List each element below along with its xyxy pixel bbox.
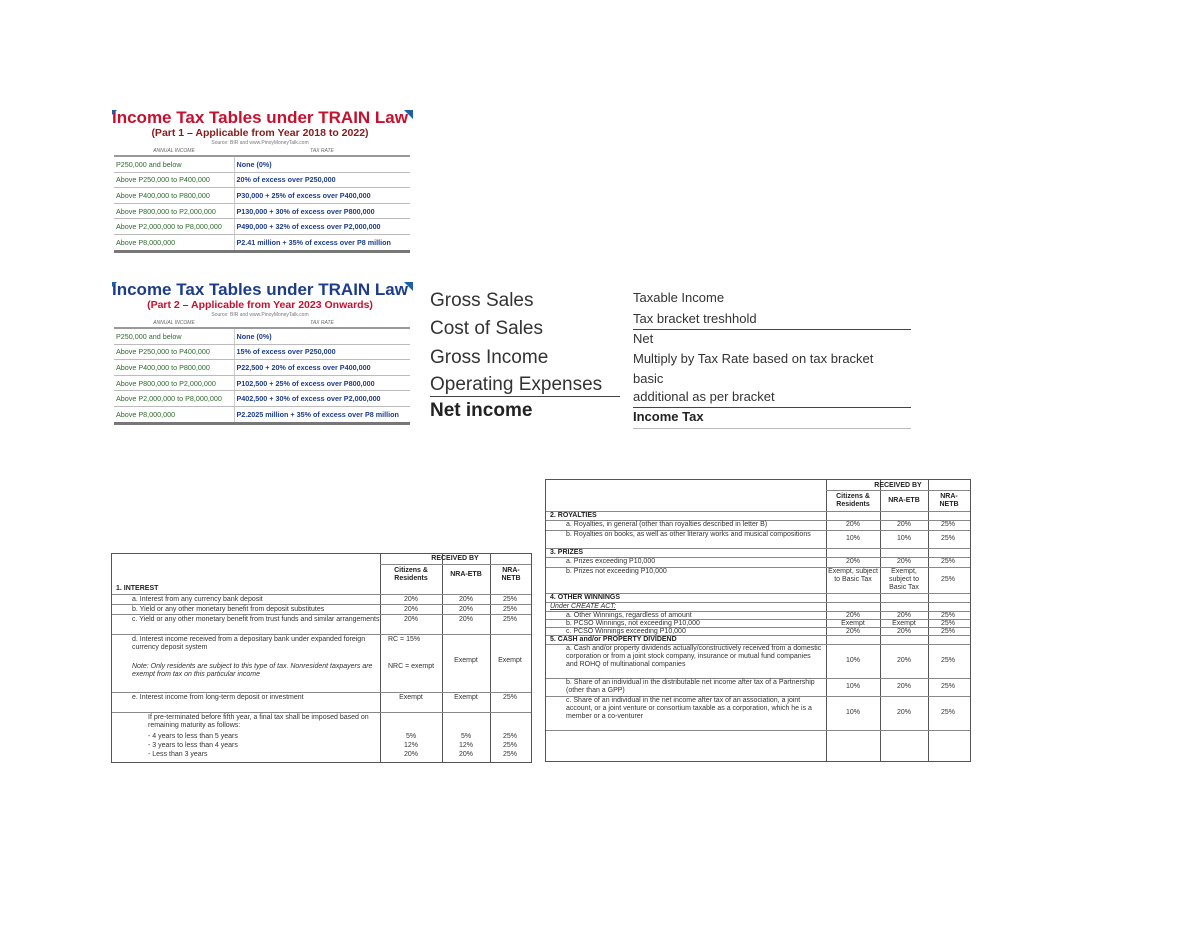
net-step: Net [633, 331, 654, 346]
interest-item-label: Note: Only residents are subject to this type of tax. Nonresident taxpayers are exempt from tax on this particular income [132, 663, 373, 678]
nra-etb-value: Exempt, subject to Basic Tax [889, 568, 919, 591]
nra-etb-value: 10% [896, 535, 911, 542]
additional-step: additional as per bracket [633, 389, 775, 404]
interest-item-label: - 4 years to less than 5 years [148, 733, 238, 740]
interest-item-label: a. Interest from any currency bank deposit [132, 596, 263, 603]
net-income-rule [430, 396, 620, 397]
nra-etb-value: 20% [458, 596, 473, 603]
annual-income-cell: Above P250,000 to P400,000 [114, 344, 234, 360]
nra-netb-value: 25% [940, 628, 955, 635]
col-nra-netb: NRA-NETB [501, 567, 521, 582]
citizens-value: 20% [845, 612, 860, 619]
item-label: c. PCSO Winnings exceeding P10,000 [566, 628, 686, 635]
col-tax-rate: TAX RATE [234, 147, 410, 156]
multiply-rate-step: Multiply by Tax Rate based on tax bracket [633, 351, 874, 366]
cost-of-sales-label: Cost of Sales [430, 318, 543, 339]
nra-netb-value: 25% [502, 606, 517, 613]
passive-income-tax-table [545, 479, 971, 762]
tax-bracket-row [114, 406, 410, 423]
train1-source: Source: BIR and www.PinoyMoneyTalk.com [211, 140, 309, 146]
net-income-label: Net income [430, 400, 533, 421]
col-nra-netb: NRA-NETB [939, 493, 959, 508]
train1-subtitle: (Part 1 – Applicable from Year 2018 to 2022) [151, 127, 369, 139]
train1-title: Income Tax Tables under TRAIN Law [112, 108, 408, 127]
citizens-value: 20% [403, 616, 418, 623]
citizens-value: 10% [845, 535, 860, 542]
nra-netb-value: 25% [502, 742, 517, 749]
train-table-part1 [110, 108, 410, 253]
nra-etb-value: 20% [896, 521, 911, 528]
col-nra-etb: NRA-ETB [450, 571, 482, 578]
nra-netb-value: 25% [502, 596, 517, 603]
tax-bracket-row [114, 391, 410, 407]
annual-income-cell: Above P400,000 to P800,000 [114, 188, 234, 204]
section-royalties: 2. ROYALTIES [550, 512, 597, 519]
tax-bracket-row [114, 219, 410, 235]
tax-bracket-row [114, 234, 410, 251]
citizens-value: RC = 15% [388, 636, 421, 643]
nra-etb-value: Exempt [892, 620, 916, 627]
tax-rate-cell: P490,000 + 32% of excess over P2,000,000 [234, 219, 410, 235]
citizens-value: 20% [845, 628, 860, 635]
tax-bracket-row [114, 188, 410, 204]
tax-bracket-row [114, 360, 410, 376]
nra-etb-value: 20% [896, 612, 911, 619]
received-by-header: RECEIVED BY [874, 482, 922, 489]
bracket-rule [633, 329, 911, 330]
tax-bracket-row [114, 172, 410, 188]
nra-etb-value: 20% [896, 657, 911, 664]
annual-income-cell: Above P400,000 to P800,000 [114, 360, 234, 376]
tax-rate-cell: P2.2025 million + 35% of excess over P8 million [234, 406, 410, 423]
nra-etb-value: 20% [896, 709, 911, 716]
nra-etb-value: 12% [458, 742, 473, 749]
interest-item-label: d. Interest income received from a depositary bank under expanded foreign currency deposit system [132, 636, 366, 651]
citizens-value: 20% [845, 521, 860, 528]
income-tax-bottom-rule [633, 428, 911, 429]
nra-etb-value: 20% [458, 606, 473, 613]
interest-item-label: - 3 years to less than 4 years [148, 742, 238, 749]
row-rule [112, 604, 531, 605]
received-by-header: RECEIVED BY [431, 555, 479, 562]
nra-netb-value: 25% [502, 694, 517, 701]
annual-income-cell: Above P800,000 to P2,000,000 [114, 375, 234, 391]
operating-expenses-label: Operating Expenses [430, 374, 603, 395]
nra-netb-value: 25% [940, 535, 955, 542]
citizens-value: 10% [845, 709, 860, 716]
income-tax-step: Income Tax [633, 409, 704, 424]
tax-rate-cell: 20% of excess over P250,000 [234, 172, 410, 188]
train2-table [114, 319, 410, 425]
tax-rate-cell: P402,500 + 30% of excess over P2,000,000 [234, 391, 410, 407]
income-tax-rule [633, 407, 911, 408]
citizens-value: 20% [845, 558, 860, 565]
col-nra-etb: NRA-ETB [888, 497, 920, 504]
nra-netb-value: 25% [940, 612, 955, 619]
row-rule [112, 634, 531, 635]
interest-item-label: - Less than 3 years [148, 751, 208, 758]
item-label: b. PCSO Winnings, not exceeding P10,000 [566, 620, 700, 627]
tax-bracket-row [114, 328, 410, 344]
item-label: b. Royalties on books, as well as other literary works and musical compositions [566, 531, 811, 538]
interest-item-label: c. Yield or any other monetary benefit from trust funds and similar arrangements [132, 616, 380, 623]
nra-etb-value: Exempt [454, 657, 478, 664]
nra-netb-value: 25% [940, 657, 955, 664]
section-interest: 1. INTEREST [116, 585, 159, 592]
tax-rate-cell: None (0%) [234, 328, 410, 344]
section-prizes: 3. PRIZES [550, 549, 584, 556]
under-create-act-label: Under CREATE ACT: [550, 603, 616, 610]
nra-netb-value: 25% [940, 558, 955, 565]
citizens-value: NRC = exempt [388, 663, 435, 670]
nra-etb-value: 20% [896, 558, 911, 565]
annual-income-cell: P250,000 and below [114, 156, 234, 172]
col-tax-rate: TAX RATE [234, 319, 410, 328]
interest-item-label: If pre-terminated before fifth year, a final tax shall be imposed based on remaining maturity as follows: [148, 714, 369, 729]
train-table-part2 [110, 280, 410, 425]
tax-rate-cell: P2.41 million + 35% of excess over P8 million [234, 234, 410, 251]
col-divider [380, 554, 381, 762]
item-label: a. Prizes exceeding P10,000 [566, 558, 656, 565]
citizens-value: Exempt, subject to Basic Tax [828, 568, 878, 583]
train2-subtitle: (Part 2 – Applicable from Year 2023 Onwards) [147, 299, 373, 311]
nra-netb-value: 25% [502, 616, 517, 623]
row-rule [546, 730, 970, 731]
section-other-winnings: 4. OTHER WINNINGS [550, 594, 621, 601]
nra-etb-value: 20% [458, 616, 473, 623]
nra-etb-value: 20% [458, 751, 473, 758]
citizens-value: 5% [405, 733, 417, 740]
item-label: a. Other Winnings, regardless of amount [566, 612, 692, 619]
tax-rate-cell: P30,000 + 25% of excess over P400,000 [234, 188, 410, 204]
citizens-value: 20% [403, 596, 418, 603]
tax-bracket-row [114, 156, 410, 172]
corner-mark-left [112, 110, 117, 115]
nra-etb-value: 5% [460, 733, 472, 740]
gross-sales-label: Gross Sales [430, 290, 534, 311]
row-rule [112, 692, 531, 693]
nra-netb-value: 25% [940, 709, 955, 716]
col-annual-income: ANNUAL INCOME [114, 147, 234, 156]
tax-rate-cell: P22,500 + 20% of excess over P400,000 [234, 360, 410, 376]
citizens-value: Exempt [841, 620, 865, 627]
row-rule [546, 511, 970, 512]
tax-bracket-row [114, 203, 410, 219]
interest-item-label: e. Interest income from long-term deposit or investment [132, 694, 304, 701]
interest-item-label: b. Yield or any other monetary benefit from deposit substitutes [132, 606, 325, 613]
tax-computation-steps [633, 290, 913, 430]
corner-mark-right [404, 110, 413, 119]
header-rule [826, 490, 970, 491]
annual-income-cell: Above P800,000 to P2,000,000 [114, 203, 234, 219]
annual-income-cell: P250,000 and below [114, 328, 234, 344]
row-rule [112, 712, 531, 713]
citizens-value: 10% [845, 657, 860, 664]
col-citizens-residents: Citizens & Residents [836, 493, 870, 508]
tax-rate-cell: P102,500 + 25% of excess over P800,000 [234, 375, 410, 391]
nra-netb-value: 25% [940, 576, 955, 583]
nra-netb-value: 25% [502, 751, 517, 758]
item-label: b. Share of an individual in the distributable net income after tax of a Partnership (other than a GPP) [566, 679, 815, 694]
train2-title: Income Tax Tables under TRAIN Law [112, 280, 408, 299]
income-statement-list [430, 290, 620, 430]
citizens-value: 10% [845, 683, 860, 690]
item-label: a. Cash and/or property dividends actually/constructively received from a domestic corporation or from a joint stock company, insurance or mutual fund companies and ROHQ of multinational companies [566, 645, 822, 668]
col-citizens-residents: Citizens & Residents [394, 567, 428, 582]
nra-etb-value: Exempt [454, 694, 478, 701]
item-label: a. Royalties, in general (other than royalties described in letter B) [566, 521, 768, 528]
corner-mark-right [404, 282, 413, 291]
row-rule [546, 548, 970, 549]
nra-netb-value: 25% [940, 620, 955, 627]
tax-bracket-step: Tax bracket treshhold [633, 311, 757, 326]
nra-etb-value: 20% [896, 683, 911, 690]
annual-income-cell: Above P250,000 to P400,000 [114, 172, 234, 188]
tax-bracket-row [114, 375, 410, 391]
citizens-value: Exempt [399, 694, 423, 701]
annual-income-cell: Above P2,000,000 to P8,000,000 [114, 219, 234, 235]
tax-bracket-row [114, 344, 410, 360]
citizens-value: 12% [403, 742, 418, 749]
train1-table [114, 147, 410, 253]
nra-netb-value: Exempt [498, 657, 522, 664]
col-annual-income: ANNUAL INCOME [114, 319, 234, 328]
nra-etb-value: 20% [896, 628, 911, 635]
basic-step: basic [633, 371, 664, 386]
nra-netb-value: 25% [940, 683, 955, 690]
citizens-value: 20% [403, 606, 418, 613]
annual-income-cell: Above P8,000,000 [114, 234, 234, 251]
gross-income-label: Gross Income [430, 347, 549, 368]
item-label: b. Prizes not exceeding P10,000 [566, 568, 667, 575]
tax-rate-cell: 15% of excess over P250,000 [234, 344, 410, 360]
row-rule [112, 614, 531, 615]
annual-income-cell: Above P2,000,000 to P8,000,000 [114, 391, 234, 407]
tax-rate-cell: None (0%) [234, 156, 410, 172]
citizens-value: 20% [403, 751, 418, 758]
header-rule [380, 564, 531, 565]
section-rule [112, 594, 531, 595]
item-label: c. Share of an individual in the net income after tax of an association, a joint account, or a joint venture or consortium taxable as a corporation, which he is a member or a co-venturer [566, 697, 812, 720]
section-cash-dividend: 5. CASH and/or PROPERTY DIVIDEND [550, 636, 677, 643]
train2-source: Source: BIR and www.PinoyMoneyTalk.com [211, 312, 309, 318]
tax-rate-cell: P130,000 + 30% of excess over P800,000 [234, 203, 410, 219]
nra-netb-value: 25% [940, 521, 955, 528]
taxable-income-step: Taxable Income [633, 290, 725, 305]
interest-tax-table [111, 553, 532, 763]
corner-mark-left [112, 282, 117, 287]
annual-income-cell: Above P8,000,000 [114, 406, 234, 423]
nra-netb-value: 25% [502, 733, 517, 740]
